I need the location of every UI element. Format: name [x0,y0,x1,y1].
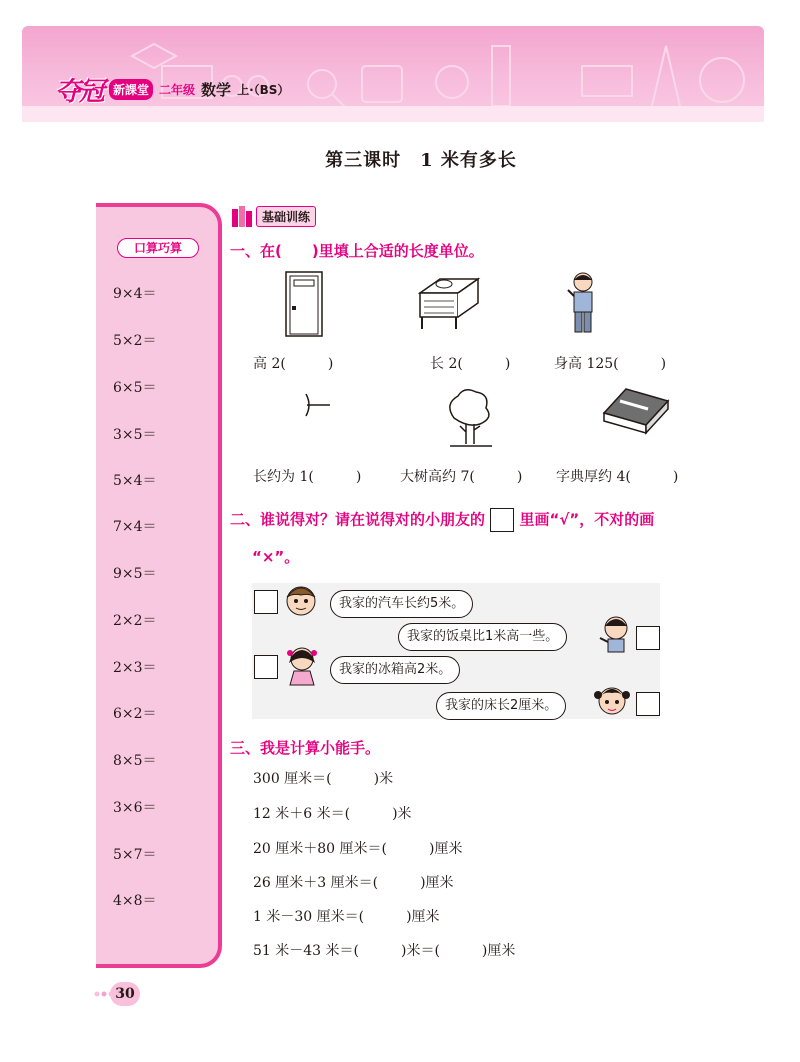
books-icon [230,203,254,229]
calc-problem: 26 厘米＋3 厘米＝( )厘米 [253,875,454,891]
speech-bubble-2: 我家的饭桌比1米高一些。 [398,623,567,651]
q1-tree-height: 大树高约 7( ) [400,469,523,485]
boy-icon [566,270,600,338]
globe-icon [700,58,744,102]
section2-heading [230,508,654,532]
q1-door-height: 高 2( ) [253,356,334,372]
lesson-title: 第三课时 1 米有多长 [325,150,517,171]
speech-bubble-4: 我家的床长2厘米。 [436,692,566,720]
drill-item: 4×8＝ [113,893,157,909]
magnifier-icon [308,70,336,98]
graduation-cap-icon [132,44,176,68]
header-strip [22,106,764,122]
drill-item: 2×3＝ [113,660,157,676]
speech-bubble-1: 我家的汽车长约5米。 [330,590,473,618]
drill-item: 3×5＝ [113,427,157,443]
answer-box-2[interactable] [636,626,660,650]
calc-problem: 51 米－43 米＝( )米＝( )厘米 [253,943,516,959]
answer-box-1[interactable] [254,590,278,614]
calc-problem: 20 厘米＋80 厘米＝( )厘米 [253,841,463,857]
brand [55,74,290,107]
bed-icon [414,275,484,335]
girl-face-icon [594,683,630,721]
section2-heading-part1: 二、谁说得对？请在说得对的小朋友的 [230,510,486,529]
grade-label: 二年级 [159,82,196,97]
drill-item: 6×2＝ [113,706,157,722]
edition-label: 上·（BS） [237,82,290,97]
section3-heading: 三、我是计算小能手。 [230,739,381,757]
thumbtack-icon [302,392,332,418]
drill-item: 9×4＝ [113,286,157,302]
brand-logo: 夺冠 [55,76,104,107]
briefcase-icon [362,66,402,102]
calc-problem: 12 米＋6 米＝( )米 [253,806,412,822]
drill-item: 7×4＝ [113,519,157,535]
drill-item: 3×6＝ [113,800,157,816]
drill-item: 8×5＝ [113,753,157,769]
basic-training-banner [230,203,316,229]
calc-problem: 300 厘米＝( )米 [253,771,394,787]
girl-icon [284,645,320,687]
answer-box-3[interactable] [254,655,278,679]
section1-heading: 一、在( )里填上合适的长度单位。 [230,242,484,260]
page-number: 30 [110,982,140,1006]
section2-heading-line2: “×”。 [252,548,300,566]
drill-item: 2×2＝ [113,613,157,629]
compass-icon [652,46,680,106]
boy-pointing-icon [598,614,634,654]
sample-answer-box [490,508,514,532]
section-banner-label: 基础训练 [256,206,316,227]
section2-heading-part2: 里画“√”，不对的画 [519,510,655,529]
open-book-icon [582,66,632,96]
brand-tag: 新課堂 [109,79,153,100]
answer-box-4[interactable] [636,692,660,716]
calc-problem: 1 米－30 厘米＝( )厘米 [253,909,440,925]
q1-bed-length: 长 2( ) [430,356,511,372]
speech-bubble-3: 我家的冰箱高2米。 [330,656,460,684]
drill-item: 5×2＝ [113,333,157,349]
tree-icon [444,388,498,450]
door-icon [284,270,324,338]
drill-item: 6×5＝ [113,380,157,396]
dictionary-icon [600,385,670,435]
drill-item: 5×4＝ [113,473,157,489]
q1-dictionary-thickness: 字典厚约 4( ) [556,469,679,485]
drill-item: 9×5＝ [113,566,157,582]
boy-face-icon [283,583,319,619]
sidebar-title: 口算巧算 [117,238,199,258]
q1-thumbtack-length: 长约为 1( ) [253,469,362,485]
drill-item: 5×7＝ [113,847,157,863]
ruler-icon [492,46,510,106]
q1-boy-height: 身高 125( ) [554,356,667,372]
alarm-clock-icon [436,66,468,98]
subject-label: 数学 [201,80,232,99]
